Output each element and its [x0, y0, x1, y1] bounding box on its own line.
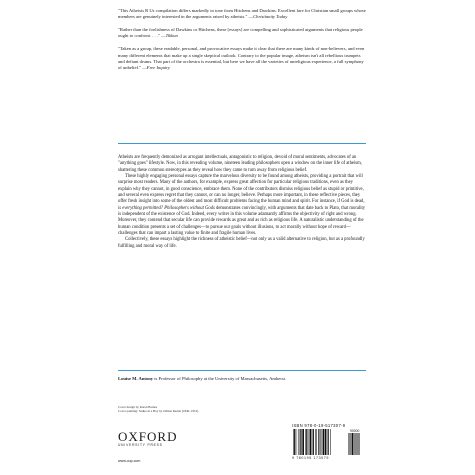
divider-top — [118, 143, 366, 144]
author-bio — [118, 376, 366, 382]
price-code: 90000 — [350, 429, 360, 433]
oxford-logo — [118, 430, 178, 456]
publisher-url: www.oup.com — [118, 459, 141, 463]
cover-design-credit: Cover design by Karen Barnes — [118, 405, 158, 409]
cover-credits — [118, 405, 366, 414]
isbn-barcode — [292, 423, 366, 461]
blurb-paragraph: These highly engaging personal essays capture the marvelous diversity to be found among atheists, providing a portrait that will surprise most readers. Many of the authors, for example, express great affection for particular religious traditions, even as they explain why they cannot, in good conscience, embrace them. None of the contributors dismiss religious belief as stupid or primitive, and several even express regret that they cannot, or can no longer, believe. Perhaps more important, in these reflective pieces, they offer fresh insight into some of the oldest and most difficult problems facing the human mind and spirit. For instance, if God is dead, is everything permitted? Philosophers without Gods demonstrates convincingly, with arguments that date back to Plato, that morality is independent of the existence of God. Indeed, every writer in this volume adamantly affirms the objectivity of right and wrong. Moreover, they contend that secular life can provide rewards as great and as rich as religious life. A naturalistic understanding of the human condition presents a set of challenges—to pursue our goals without illusions, to act morally without hope of reward—challenges that can impart a lasting value to finite and fragile human lives. — [118, 174, 366, 237]
blurb-paragraph: Collectively, these essays highlight the richness of atheistic belief—not only as a valid alternative to religion, but as a profoundly fulfilling and moral way of life. — [118, 237, 365, 249]
publisher-name: OXFORD — [118, 429, 178, 444]
cover-painting-credit: Cover painting: Sadko in a Boy by Odilon Redon (1840–1916) — [118, 409, 199, 414]
review-source: Free Inquiry — [146, 65, 170, 71]
barcode-digits: 9 780195 173079 — [292, 456, 329, 460]
isbn-label: ISBN 978-0-19-517307-9 — [292, 423, 346, 428]
review-source: Tikkun — [165, 33, 178, 39]
book-title-mention: Philosophers without Gods — [164, 205, 215, 211]
author-description: is Professor of Philosophy at the University of Massachusetts, Amherst. — [154, 376, 287, 381]
review-quote: "This Atheists R Us compilation differs markedly in tone from Hitchens and Dawkins. Excellent fare for Christian small groups whose members are genuinely interested in the arguments raised by atheists." —Christianity Today — [118, 8, 366, 20]
author-name: Louise M. Antony — [118, 376, 154, 381]
divider-bottom — [118, 370, 366, 371]
barcode-icon — [292, 429, 366, 456]
review-quotes — [118, 8, 366, 78]
blurb — [118, 155, 366, 250]
review-source: Christianity Today — [253, 14, 288, 20]
review-quote: "Taken as a group, these readable, personal, and provocative essays make it clear that there are many kinds of non-believers, and even many different elements that make up a single skeptical outlook. Contrary to the popular image, atheism isn't all rebellious trumpets and defiant drums. That part of the orchestra is essential, but here we have all the varieties of unreligious experience, a full symphony of unbelief." —Free Inquiry — [118, 46, 365, 71]
review-quote: "Rather than the foolishness of Dawkins or Hitchens, these [essays] are compelling and sophisticated arguments that religious people ought to confront. . . ." —Tikkun — [118, 27, 363, 39]
publisher-subtitle: UNIVERSITY PRESS — [118, 443, 163, 447]
blurb-paragraph: Atheists are frequently demonized as arrogant intellectuals, antagonistic to religion, devoid of moral sentiments, advocates of an "anything goes" lifestyle. Now, in this revealing volume, nineteen leading philosophers open a window on the inner life of atheism, shattering these common stereotypes as they reveal how they came to turn away from religious belief. — [118, 155, 362, 173]
